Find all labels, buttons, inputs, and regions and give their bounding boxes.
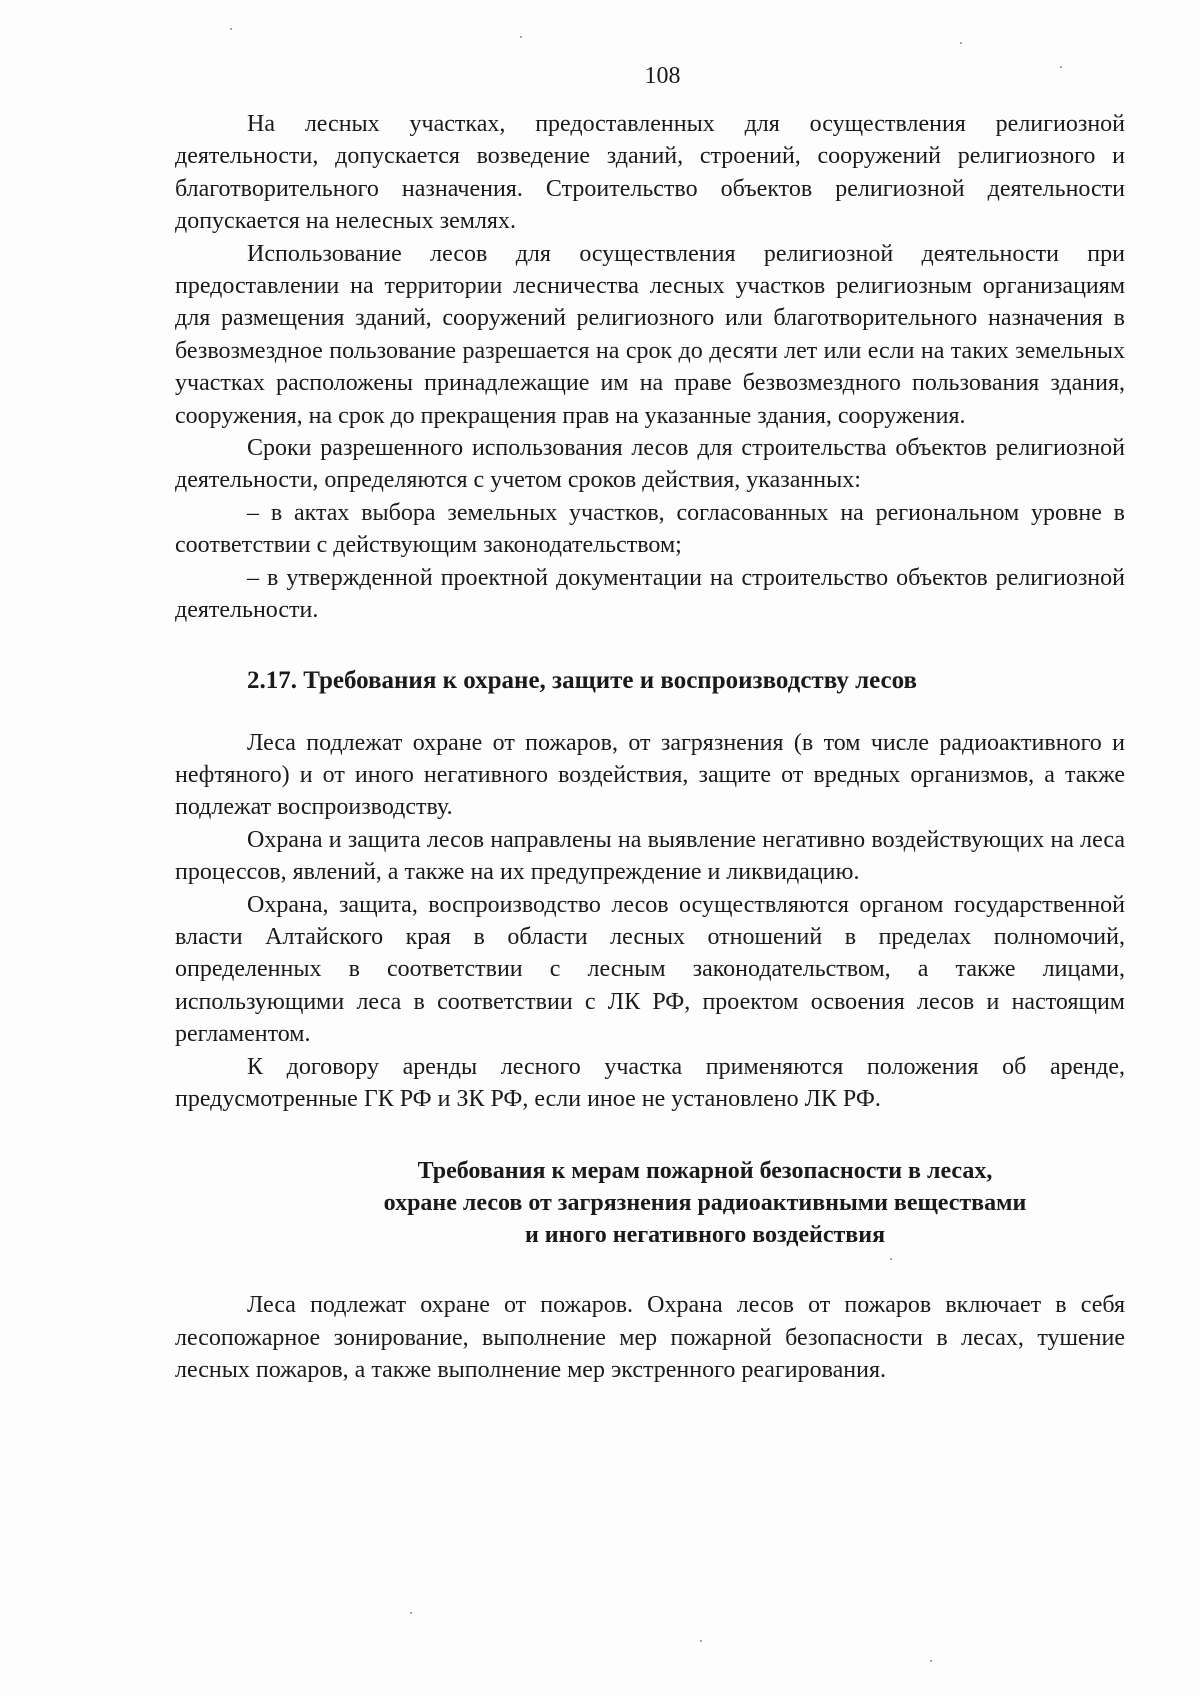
scan-speck [930, 1660, 932, 1662]
subsection-heading-line: Требования к мерам пожарной безопасности в лесах, [417, 1158, 993, 1185]
paragraph-forest-protection: Леса подлежат охране от пожаров, от загрязнения (в том числе радиоактивного и нефтяного) и от иного негативного воздействия, защите от вредных организмов, а также подлежат воспроизводству. [175, 729, 1125, 821]
page-number: 108 [644, 63, 681, 89]
scan-speck [700, 1640, 702, 1642]
scan-speck [410, 1612, 412, 1614]
paragraph-protection-aims: Охрана и защита лесов направлены на выявление негативно воздействующих на леса процессов, явлений, а также на их предупреждение и ликвидацию. [175, 826, 1125, 886]
paragraph-authorities: Охрана, защита, воспроизводство лесов осуществляются органом государственной власти Алтайского края в области лесных отношений в пределах полномочий, определенных в соответствии с лесным законодательством, а также лицами, использующими леса в соответствии с ЛК РФ, проектом освоения лесов и настоящим регламентом. [175, 891, 1125, 1048]
list-item-land-acts: – в актах выбора земельных участков, согласованных на региональном уровне в соответствии с действующим законодательством; [175, 499, 1125, 559]
paragraph-religious-use: Использование лесов для осуществления религиозной деятельности при предоставлении на территории лесничества лесных участков религиозным организациям для размещения зданий, сооружений религиозного или благотворительного назначения в безвозмездное пользование разрешается на срок до десяти лет или если на таких земельных участках расположены принадлежащие им на праве безвозмездного пользования здания, сооружения, на срок до прекращения прав на указанные здания, сооружения. [175, 240, 1125, 429]
scan-speck [890, 1258, 892, 1260]
page-content [175, 108, 1125, 1387]
scan-speck [230, 28, 232, 30]
scan-speck [1060, 66, 1062, 68]
paragraph-usage-terms: Сроки разрешенного использования лесов для строительства объектов религиозной деятельности, определяются с учетом сроков действия, указанных: [175, 435, 1125, 494]
paragraph-religious-land: На лесных участках, предоставленных для осуществления религиозной деятельности, допускается возведение зданий, строений, сооружений религиозного и благотворительного назначения. Строительство объектов религиозной деятельности допускается на нелесных землях. [175, 111, 1125, 235]
paragraph-fire-protection: Леса подлежат охране от пожаров. Охрана лесов от пожаров включает в себя лесопожарное зонирование, выполнение мер пожарной безопасности в лесах, тушение лесных пожаров, а также выполнение мер экстренного реагирования. [175, 1292, 1125, 1384]
subsection-heading-line: охране лесов от загрязнения радиоактивными веществами [383, 1190, 1027, 1217]
scan-speck [520, 36, 522, 38]
scan-speck [960, 42, 962, 44]
subsection-heading-line: и иного негативного воздействия [524, 1222, 886, 1249]
subsection-heading [175, 1155, 1125, 1251]
section-heading: 2.17. Требования к охране, защите и воспроизводству лесов [247, 666, 917, 694]
paragraph-lease-contract: К договору аренды лесного участка применяются положения об аренде, предусмотренные ГК РФ и ЗК РФ, если иное не установлено ЛК РФ. [175, 1053, 1125, 1112]
list-item-project-docs: – в утвержденной проектной документации на строительство объектов религиозной деятельности. [175, 564, 1125, 624]
